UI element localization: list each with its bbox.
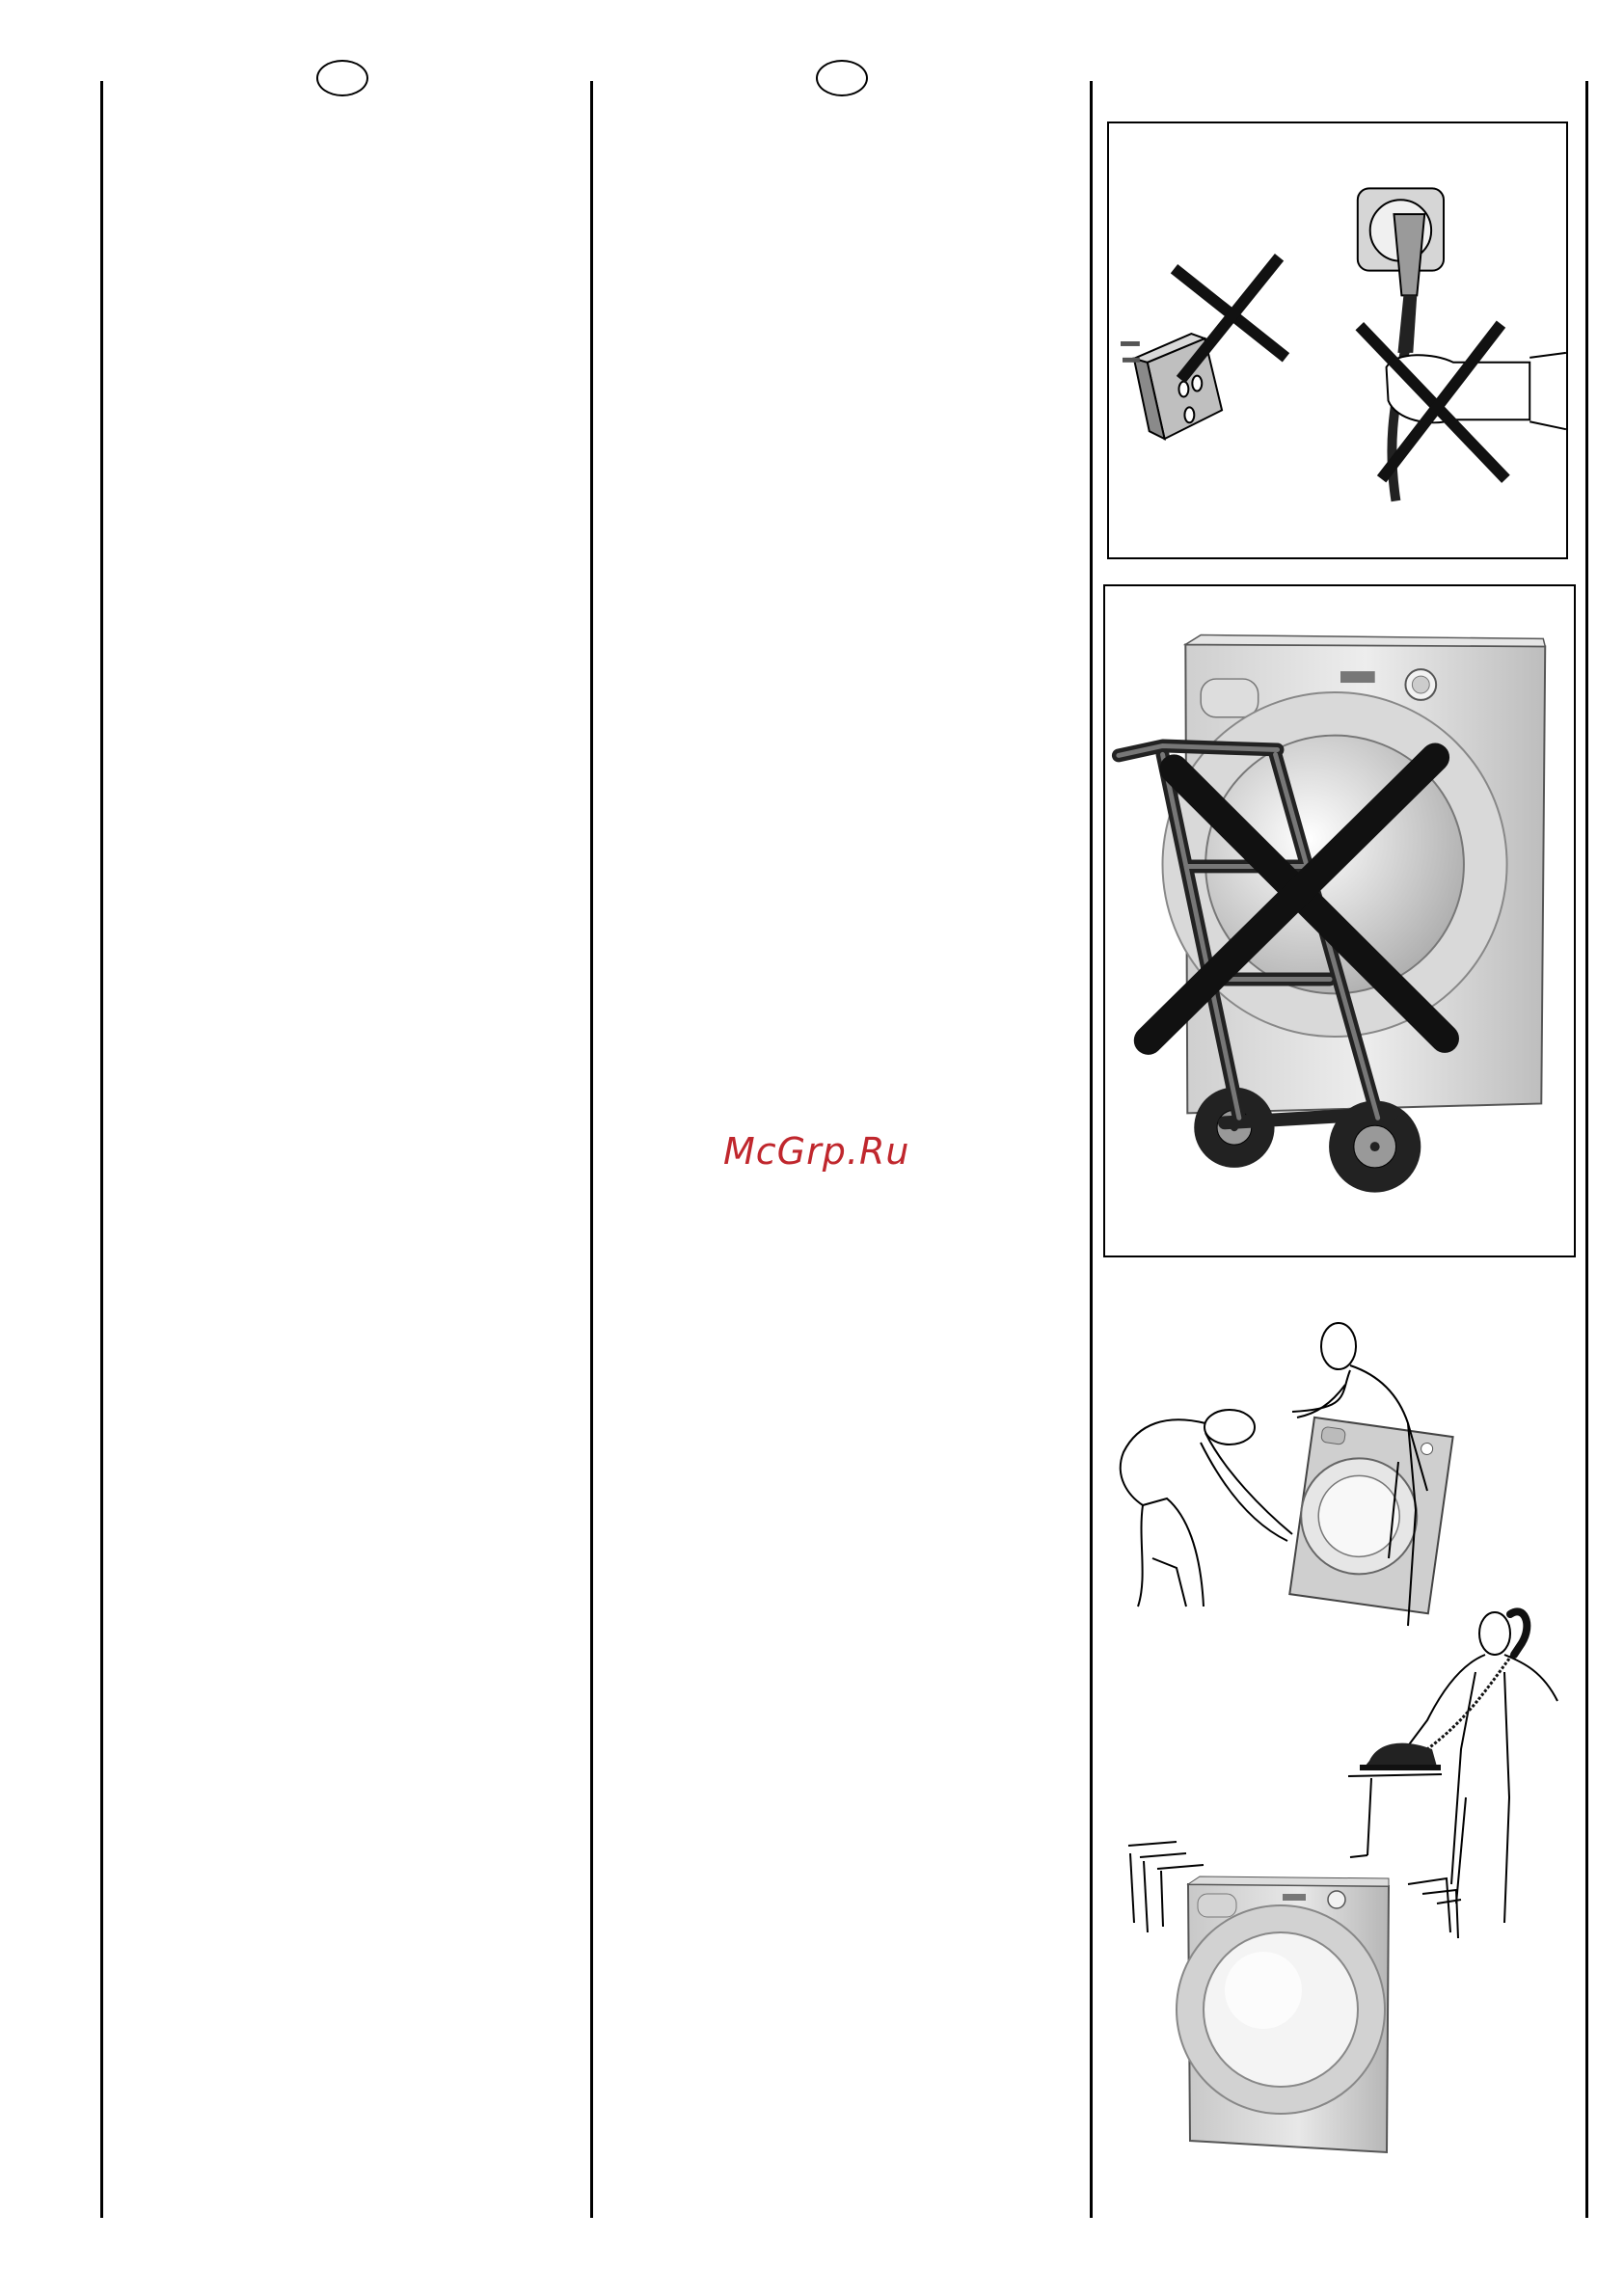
watermark-text: McGrp.Ru [723,1130,910,1173]
crossed-hand-truck-icon [1105,586,1574,1256]
two-person-lift-icon [1109,1317,1475,1635]
crossed-adapter-and-cord-pull-icon [1109,123,1566,557]
column-rule-left [100,81,103,2218]
column-rule-right-2 [1585,81,1588,2218]
installed-machine-illustration [1119,1605,1582,2164]
two-person-lift-illustration [1109,1317,1475,1635]
electrical-warning-panel [1107,122,1568,559]
column-rule-right-1 [1090,81,1093,2218]
trolley-warning-panel [1103,584,1576,1257]
installed-washing-machine-icon [1119,1605,1582,2164]
column-rule-middle [590,81,593,2218]
language-badge-left [316,60,368,96]
language-badge-middle [816,60,868,96]
